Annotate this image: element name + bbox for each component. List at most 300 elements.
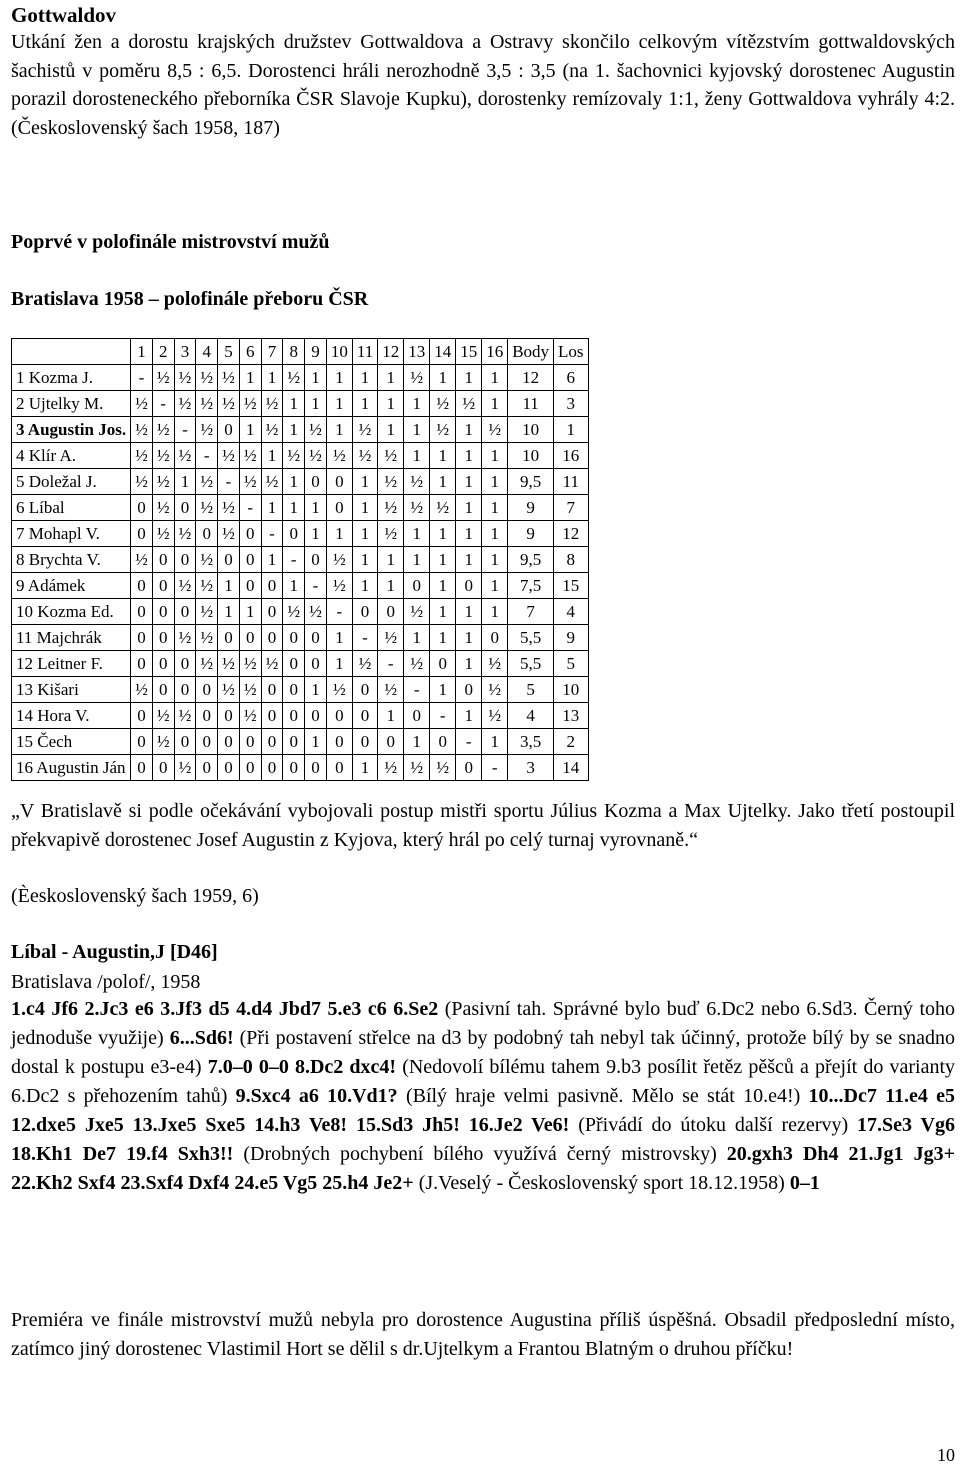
result-cell: ½ bbox=[174, 443, 196, 469]
result-cell: ½ bbox=[131, 469, 153, 495]
result-cell: ½ bbox=[482, 677, 508, 703]
result-cell: 1 bbox=[404, 521, 430, 547]
crosstable-header-cell: 8 bbox=[283, 339, 305, 365]
table-row bbox=[12, 417, 589, 443]
score-cell: 9,5 bbox=[508, 547, 554, 573]
table-row bbox=[12, 729, 589, 755]
result-cell: 1 bbox=[404, 443, 430, 469]
result-cell: 0 bbox=[196, 755, 218, 781]
quote-paragraph: „V Bratislavě si podle očekávání vybojovali postup mistři sportu Július Kozma a Max Ujtelky. Jako třetí postoupil překvapivě dorostenec Josef Augustin z Kyjova, který hrál po celý turnaj vyrovnaně.“ bbox=[11, 800, 955, 851]
crosstable-header-cell: 7 bbox=[261, 339, 283, 365]
crosstable-header-cell: 10 bbox=[326, 339, 352, 365]
result-cell: 1 bbox=[456, 469, 482, 495]
result-cell: ½ bbox=[152, 365, 174, 391]
result-cell: ½ bbox=[196, 417, 218, 443]
result-cell: 1 bbox=[404, 625, 430, 651]
result-cell: 0 bbox=[305, 625, 327, 651]
result-cell: ½ bbox=[261, 469, 283, 495]
result-cell: ½ bbox=[174, 573, 196, 599]
table-row bbox=[12, 365, 589, 391]
score-cell: 5 bbox=[508, 677, 554, 703]
result-cell: 1 bbox=[482, 469, 508, 495]
result-cell: 1 bbox=[456, 417, 482, 443]
player-name: 6 Líbal bbox=[12, 495, 131, 521]
result-cell: 1 bbox=[352, 755, 377, 781]
result-cell: 0 bbox=[352, 677, 377, 703]
player-name: 11 Majchrák bbox=[12, 625, 131, 651]
result-cell: 0 bbox=[131, 729, 153, 755]
crosstable-header-cell: 5 bbox=[218, 339, 240, 365]
result-cell: 0 bbox=[131, 495, 153, 521]
result-cell: ½ bbox=[305, 599, 327, 625]
result-cell: 1 bbox=[352, 573, 377, 599]
score-cell: 10 bbox=[508, 443, 554, 469]
crosstable-header-cell: 2 bbox=[152, 339, 174, 365]
result-cell: ½ bbox=[174, 365, 196, 391]
result-cell: 0 bbox=[218, 625, 240, 651]
result-cell: 0 bbox=[152, 547, 174, 573]
result-cell: 1 bbox=[456, 599, 482, 625]
table-row bbox=[12, 625, 589, 651]
result-cell: 0 bbox=[404, 573, 430, 599]
result-cell: 1 bbox=[456, 521, 482, 547]
result-cell: 0 bbox=[352, 599, 377, 625]
result-cell: ½ bbox=[152, 703, 174, 729]
move-sequence: 10...Dc7 11.e4 e5 12.dxe5 Jxe5 13.Jxe5 Sxe5 14.h3 Ve8! 15.Sd3 Jh5! 16.Je2 Ve6! bbox=[11, 1085, 955, 1136]
result-cell: 1 bbox=[430, 573, 456, 599]
score-cell: 12 bbox=[508, 365, 554, 391]
result-cell: - bbox=[430, 703, 456, 729]
player-name: 14 Hora V. bbox=[12, 703, 131, 729]
result-cell: ½ bbox=[131, 677, 153, 703]
lot-cell: 6 bbox=[554, 365, 589, 391]
result-cell: 1 bbox=[456, 651, 482, 677]
result-cell: ½ bbox=[174, 391, 196, 417]
result-cell: 0 bbox=[196, 703, 218, 729]
result-cell: ½ bbox=[283, 599, 305, 625]
intro-paragraph: Utkání žen a dorostu krajských družstev Gottwaldova a Ostravy skončilo celkovým vítězstvím gottwaldovských šachistů v poměru 8,5 : 6,5. Dorostenci hráli nerozhodně 3,5 : 3,5 (na 1. šachovnici kyjovský dorostenec Augustin porazil dorosteneckého přeborníka ČSR Slavoje Kupku), dorostenky remízovaly 1:1, ženy Gottwaldova vyhrály 4:2. (Československý šach 1958, 187) bbox=[11, 31, 955, 139]
result-cell: ½ bbox=[239, 703, 261, 729]
player-name: 4 Klír A. bbox=[12, 443, 131, 469]
result-cell: 0 bbox=[152, 573, 174, 599]
result-cell: 0 bbox=[305, 703, 327, 729]
result-cell: 0 bbox=[326, 703, 352, 729]
table-row bbox=[12, 573, 589, 599]
result-cell: 0 bbox=[152, 599, 174, 625]
crosstable bbox=[11, 338, 589, 781]
result-cell: ½ bbox=[430, 755, 456, 781]
result-cell: 0 bbox=[404, 703, 430, 729]
crosstable-header-cell: 3 bbox=[174, 339, 196, 365]
move-sequence: 1.c4 Jf6 2.Jc3 e6 3.Jf3 d5 4.d4 Jbd7 5.e3 c6 6.Se2 bbox=[11, 998, 439, 1020]
result-cell: ½ bbox=[261, 391, 283, 417]
result-cell: 1 bbox=[261, 547, 283, 573]
score-cell: 5,5 bbox=[508, 625, 554, 651]
result-cell: 1 bbox=[283, 573, 305, 599]
result-cell: ½ bbox=[404, 469, 430, 495]
result-cell: 1 bbox=[326, 417, 352, 443]
result-cell: ½ bbox=[378, 625, 404, 651]
player-name: 10 Kozma Ed. bbox=[12, 599, 131, 625]
result-cell: 0 bbox=[352, 703, 377, 729]
result-cell: 0 bbox=[174, 677, 196, 703]
result-cell: 0 bbox=[131, 651, 153, 677]
result-cell: ½ bbox=[152, 521, 174, 547]
result-cell: 1 bbox=[326, 625, 352, 651]
result-cell: 1 bbox=[305, 521, 327, 547]
lot-cell: 10 bbox=[554, 677, 589, 703]
result-cell: ½ bbox=[326, 677, 352, 703]
table-row bbox=[12, 703, 589, 729]
lot-cell: 13 bbox=[554, 703, 589, 729]
result-cell: 1 bbox=[352, 365, 377, 391]
result-cell: ½ bbox=[482, 703, 508, 729]
result-cell: 0 bbox=[196, 729, 218, 755]
crosstable-header-cell: 11 bbox=[352, 339, 377, 365]
result-cell: 0 bbox=[174, 547, 196, 573]
result-cell: 0 bbox=[378, 599, 404, 625]
result-cell: ½ bbox=[174, 625, 196, 651]
result-cell: 0 bbox=[131, 521, 153, 547]
page-number: 10 bbox=[937, 1445, 955, 1465]
result-cell: 1 bbox=[482, 599, 508, 625]
result-cell: 0 bbox=[326, 729, 352, 755]
move-sequence: 7.0–0 0–0 8.Dc2 dxc4! bbox=[207, 1056, 397, 1078]
crosstable-body bbox=[12, 365, 589, 781]
result-cell: 0 bbox=[131, 573, 153, 599]
result-cell: ½ bbox=[378, 443, 404, 469]
result-cell: 1 bbox=[430, 547, 456, 573]
result-cell: 0 bbox=[239, 547, 261, 573]
result-cell: 0 bbox=[482, 625, 508, 651]
result-cell: 1 bbox=[261, 495, 283, 521]
result-cell: - bbox=[326, 599, 352, 625]
move-sequence: 20.gxh3 Dh4 21.Jg1 Jg3+ 22.Kh2 Sxf4 23.Sxf4 Dxf4 24.e5 Vg5 25.h4 Je2+ bbox=[11, 1143, 955, 1194]
result-cell: 1 bbox=[456, 625, 482, 651]
game-moves bbox=[11, 995, 955, 1198]
player-name: 8 Brychta V. bbox=[12, 547, 131, 573]
result-cell: 0 bbox=[261, 677, 283, 703]
result-cell: ½ bbox=[404, 365, 430, 391]
result-cell: 1 bbox=[482, 521, 508, 547]
crosstable-header-cell: 13 bbox=[404, 339, 430, 365]
result-cell: ½ bbox=[378, 495, 404, 521]
result-cell: ½ bbox=[482, 417, 508, 443]
player-name: 5 Doležal J. bbox=[12, 469, 131, 495]
table-row bbox=[12, 443, 589, 469]
player-name: 13 Kišari bbox=[12, 677, 131, 703]
result-cell: 0 bbox=[174, 495, 196, 521]
result-cell: 0 bbox=[378, 729, 404, 755]
score-cell: 5,5 bbox=[508, 651, 554, 677]
result-cell: ½ bbox=[152, 443, 174, 469]
result-cell: 1 bbox=[482, 391, 508, 417]
result-cell: - bbox=[456, 729, 482, 755]
result-cell: 1 bbox=[305, 677, 327, 703]
result-cell: ½ bbox=[326, 573, 352, 599]
result-cell: 0 bbox=[174, 729, 196, 755]
result-cell: 0 bbox=[283, 729, 305, 755]
result-cell: 1 bbox=[174, 469, 196, 495]
result-cell: 0 bbox=[239, 573, 261, 599]
result-cell: 0 bbox=[152, 677, 174, 703]
result-cell: 0 bbox=[196, 521, 218, 547]
result-cell: 1 bbox=[378, 547, 404, 573]
lot-cell: 2 bbox=[554, 729, 589, 755]
result-cell: - bbox=[378, 651, 404, 677]
result-cell: 1 bbox=[283, 469, 305, 495]
result-cell: ½ bbox=[378, 521, 404, 547]
result-cell: ½ bbox=[218, 677, 240, 703]
result-cell: 0 bbox=[131, 703, 153, 729]
result-cell: 1 bbox=[239, 599, 261, 625]
section-heading: Gottwaldov bbox=[11, 3, 116, 27]
result-cell: 1 bbox=[378, 573, 404, 599]
result-cell: 0 bbox=[326, 469, 352, 495]
result-cell: 0 bbox=[430, 729, 456, 755]
player-name: 16 Augustin Ján bbox=[12, 755, 131, 781]
result-cell: ½ bbox=[378, 755, 404, 781]
result-cell: ½ bbox=[196, 599, 218, 625]
result-cell: ½ bbox=[218, 495, 240, 521]
result-cell: - bbox=[261, 521, 283, 547]
score-cell: 3 bbox=[508, 755, 554, 781]
result-cell: - bbox=[352, 625, 377, 651]
result-cell: 1 bbox=[283, 391, 305, 417]
crosstable-header-name bbox=[12, 339, 131, 365]
crosstable-header-cell: Los bbox=[554, 339, 589, 365]
result-cell: - bbox=[239, 495, 261, 521]
result-cell: 1 bbox=[404, 729, 430, 755]
result-cell: ½ bbox=[430, 495, 456, 521]
result-cell: 1 bbox=[456, 547, 482, 573]
result-cell: 0 bbox=[305, 651, 327, 677]
result-cell: - bbox=[482, 755, 508, 781]
result-cell: ½ bbox=[131, 391, 153, 417]
crosstable-header-cell: 16 bbox=[482, 339, 508, 365]
result-cell: 0 bbox=[239, 625, 261, 651]
result-cell: ½ bbox=[283, 443, 305, 469]
result-cell: 1 bbox=[305, 391, 327, 417]
result-cell: 0 bbox=[218, 755, 240, 781]
result-cell: 0 bbox=[174, 599, 196, 625]
result-cell: ½ bbox=[196, 391, 218, 417]
result-cell: ½ bbox=[352, 443, 377, 469]
lot-cell: 8 bbox=[554, 547, 589, 573]
crosstable-header-cell: 9 bbox=[305, 339, 327, 365]
result-cell: - bbox=[283, 547, 305, 573]
result-cell: 1 bbox=[430, 625, 456, 651]
result-cell: 1 bbox=[482, 495, 508, 521]
result-cell: 1 bbox=[261, 365, 283, 391]
result-cell: 0 bbox=[283, 625, 305, 651]
crosstable-header-cell: 12 bbox=[378, 339, 404, 365]
result-cell: ½ bbox=[305, 443, 327, 469]
result-cell: 0 bbox=[196, 677, 218, 703]
result-cell: ½ bbox=[218, 651, 240, 677]
result-cell: 0 bbox=[218, 703, 240, 729]
result-cell: 1 bbox=[404, 391, 430, 417]
result-cell: 1 bbox=[378, 703, 404, 729]
result-cell: ½ bbox=[174, 755, 196, 781]
result-cell: 0 bbox=[152, 755, 174, 781]
result-cell: 1 bbox=[430, 443, 456, 469]
result-cell: 0 bbox=[456, 573, 482, 599]
result-cell: ½ bbox=[261, 417, 283, 443]
result-cell: 1 bbox=[378, 365, 404, 391]
subheading-semifinal: Poprvé v polofinále mistrovství mužů bbox=[11, 231, 330, 253]
result-cell: 1 bbox=[218, 599, 240, 625]
result-cell: ½ bbox=[430, 391, 456, 417]
result-cell: 1 bbox=[430, 599, 456, 625]
player-name: 3 Augustin Jos. bbox=[12, 417, 131, 443]
result-cell: ½ bbox=[430, 417, 456, 443]
table-row bbox=[12, 677, 589, 703]
crosstable-header-cell: Body bbox=[508, 339, 554, 365]
crosstable-header-cell: 6 bbox=[239, 339, 261, 365]
lot-cell: 7 bbox=[554, 495, 589, 521]
result-cell: 0 bbox=[131, 599, 153, 625]
score-cell: 4 bbox=[508, 703, 554, 729]
result-cell: ½ bbox=[404, 495, 430, 521]
result-cell: 0 bbox=[305, 547, 327, 573]
result-cell: - bbox=[218, 469, 240, 495]
lot-cell: 3 bbox=[554, 391, 589, 417]
result-cell: 0 bbox=[261, 703, 283, 729]
result-cell: 1 bbox=[482, 365, 508, 391]
table-row bbox=[12, 521, 589, 547]
result-cell: 1 bbox=[482, 573, 508, 599]
result-cell: 0 bbox=[261, 729, 283, 755]
result-cell: ½ bbox=[305, 417, 327, 443]
result-cell: 0 bbox=[456, 677, 482, 703]
result-cell: 1 bbox=[326, 521, 352, 547]
player-name: 2 Ujtelky M. bbox=[12, 391, 131, 417]
result-cell: 1 bbox=[430, 365, 456, 391]
crosstable-header-cell: 15 bbox=[456, 339, 482, 365]
result-cell: 0 bbox=[283, 521, 305, 547]
result-cell: ½ bbox=[152, 469, 174, 495]
crosstable-header-cell: 4 bbox=[196, 339, 218, 365]
table-row bbox=[12, 391, 589, 417]
result-cell: ½ bbox=[239, 651, 261, 677]
result-cell: 0 bbox=[239, 729, 261, 755]
result-cell: 1 bbox=[352, 469, 377, 495]
lot-cell: 5 bbox=[554, 651, 589, 677]
result-cell: 0 bbox=[261, 755, 283, 781]
result-cell: ½ bbox=[196, 365, 218, 391]
result-cell: 1 bbox=[456, 495, 482, 521]
result-cell: 0 bbox=[261, 573, 283, 599]
result-cell: ½ bbox=[261, 651, 283, 677]
result-cell: 1 bbox=[283, 417, 305, 443]
result-cell: 1 bbox=[352, 495, 377, 521]
lot-cell: 9 bbox=[554, 625, 589, 651]
result-cell: 1 bbox=[352, 547, 377, 573]
result-cell: ½ bbox=[152, 495, 174, 521]
result-cell: ½ bbox=[456, 391, 482, 417]
result-cell: 0 bbox=[218, 417, 240, 443]
move-sequence: 9.Sxc4 a6 10.Vd1? bbox=[235, 1085, 398, 1107]
result-cell: ½ bbox=[152, 417, 174, 443]
player-name: 12 Leitner F. bbox=[12, 651, 131, 677]
table-row bbox=[12, 469, 589, 495]
result-cell: ½ bbox=[152, 729, 174, 755]
result-cell: 0 bbox=[283, 651, 305, 677]
score-cell: 7,5 bbox=[508, 573, 554, 599]
table-row bbox=[12, 495, 589, 521]
game-title: Líbal - Augustin,J [D46] bbox=[11, 941, 218, 963]
result-cell: ½ bbox=[404, 599, 430, 625]
result-cell: ½ bbox=[196, 547, 218, 573]
move-sequence: 6...Sd6! bbox=[169, 1027, 234, 1049]
result-cell: 1 bbox=[430, 521, 456, 547]
result-cell: 1 bbox=[218, 573, 240, 599]
result-cell: ½ bbox=[131, 417, 153, 443]
result-cell: 1 bbox=[326, 391, 352, 417]
move-comment: (J.Veselý - Československý sport 18.12.1958) bbox=[413, 1172, 790, 1194]
result-cell: ½ bbox=[326, 547, 352, 573]
result-cell: ½ bbox=[174, 703, 196, 729]
result-cell: 1 bbox=[482, 547, 508, 573]
result-cell: 0 bbox=[352, 729, 377, 755]
result-cell: 1 bbox=[326, 651, 352, 677]
result-cell: 0 bbox=[305, 469, 327, 495]
result-cell: ½ bbox=[218, 365, 240, 391]
result-cell: 0 bbox=[326, 755, 352, 781]
result-cell: 0 bbox=[174, 651, 196, 677]
result-cell: 0 bbox=[261, 599, 283, 625]
game-place: Bratislava /polof/, 1958 bbox=[11, 971, 201, 993]
result-cell: ½ bbox=[239, 469, 261, 495]
result-cell: 1 bbox=[482, 729, 508, 755]
result-cell: ½ bbox=[352, 651, 377, 677]
result-cell: 1 bbox=[404, 417, 430, 443]
result-cell: 1 bbox=[378, 417, 404, 443]
result-cell: ½ bbox=[196, 625, 218, 651]
crosstable-header-cell: 1 bbox=[131, 339, 153, 365]
result-cell: ½ bbox=[218, 443, 240, 469]
score-cell: 3,5 bbox=[508, 729, 554, 755]
result-cell: 0 bbox=[283, 677, 305, 703]
result-cell: 1 bbox=[482, 443, 508, 469]
result-cell: - bbox=[305, 573, 327, 599]
lot-cell: 15 bbox=[554, 573, 589, 599]
move-sequence: 17.Se3 Vg6 18.Kh1 De7 19.f4 Sxh3!! bbox=[11, 1114, 955, 1165]
table-row bbox=[12, 547, 589, 573]
result-cell: 1 bbox=[456, 703, 482, 729]
move-comment: (Při postavení střelce na d3 by podobný tah nebyl tak účinný, protože bílý by se snadno dostal k postupu e3-e4) bbox=[11, 1027, 956, 1078]
result-cell: ½ bbox=[218, 391, 240, 417]
result-cell: 1 bbox=[261, 443, 283, 469]
result-cell: ½ bbox=[404, 755, 430, 781]
result-cell: 1 bbox=[283, 495, 305, 521]
final-paragraph: Premiéra ve finále mistrovství mužů nebyla pro dorostence Augustina příliš úspěšná. Obsadil předposlední místo, zatímco jiný dorostenec Vlastimil Hort se dělil s dr.Ujtelkym a Frantou Blatným o druhou příčku! bbox=[11, 1309, 955, 1360]
result-cell: 0 bbox=[326, 495, 352, 521]
result-cell: 0 bbox=[152, 651, 174, 677]
result-cell: ½ bbox=[239, 677, 261, 703]
result-cell: 1 bbox=[456, 443, 482, 469]
move-comment: (Pasivní tah. Správné bylo buď 6.Dc2 nebo 6.Sd3. Černý toho jednoduše využije) bbox=[11, 998, 955, 1049]
quote-source: (Èeskoslovenský šach 1959, 6) bbox=[11, 885, 259, 907]
result-cell: ½ bbox=[239, 391, 261, 417]
result-cell: 0 bbox=[456, 755, 482, 781]
score-cell: 10 bbox=[508, 417, 554, 443]
result-cell: 1 bbox=[239, 417, 261, 443]
result-cell: - bbox=[196, 443, 218, 469]
crosstable-header-row bbox=[12, 339, 589, 365]
result-cell: ½ bbox=[196, 573, 218, 599]
